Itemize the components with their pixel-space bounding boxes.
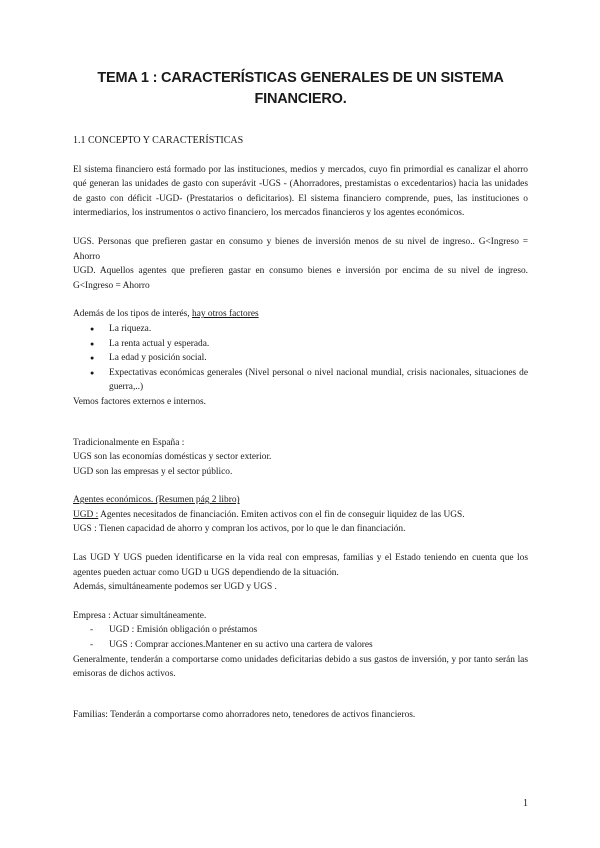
factors-lead [73, 307, 528, 322]
definition-ugs: UGS. Personas que prefieren gastar en consumo y bienes de inversión menos de su nivel de ingreso.. G<Ingreso = Ahorro [73, 236, 528, 262]
agents-heading: Agentes económicos. (Resumen pág 2 libro) [73, 495, 240, 506]
title-line-2: FINANCIERO. [254, 91, 347, 107]
agents-ugs: UGS : Tienen capacidad de ahorro y compran los activos, por lo que le dan financiación. [73, 524, 406, 535]
factors-lead-underlined: hay otros factores [192, 309, 259, 320]
spain-lead: Tradicionalmente en España : [73, 437, 185, 448]
identify-simultaneous: Además, simultáneamente podemos ser UGD y UGS . [73, 582, 277, 593]
list-item: - UGD : Emisión obligación o préstamos [90, 623, 528, 638]
company-list [73, 623, 528, 652]
spain-ugs: UGS son las economías domésticas y sector exterior. [73, 452, 272, 463]
section-heading: 1.1 CONCEPTO Y CARACTERÍSTICAS [73, 135, 244, 146]
company-closing: Generalmente, tenderán a comportarse como unidades deficitarias debido a sus gastos de inversión, y por tanto serán las emisoras de dichos activos. [73, 654, 528, 680]
intro-paragraph: El sistema financiero está formado por las instituciones, medios y mercados, cuyo fin primordial es canalizar el ahorro qué generan las unidades de gasto con superávit -UGS - (Ahorradores, prestamistas o excedentarios) hacia las unidades de gasto con déficit -UGD- (Prestatarios o deficitarios). El sistema financiero comprende, pues, las instituciones o intermediarios, los instrumentos o activo financiero, los mercados financieros y los agentes económicos. [73, 164, 528, 219]
agents-ugd-label: UGD : [73, 509, 99, 520]
factors-list [73, 322, 528, 395]
agents-ugd [73, 508, 528, 523]
list-item: ● Expectativas económicas generales (Nivel personal o nivel nacional mundial, crisis nacionales, situaciones de guerra,..) [90, 366, 528, 395]
document-page [73, 68, 528, 722]
list-item: ● La riqueza. [90, 322, 528, 337]
list-item: - UGS : Comprar acciones.Mantener en su activo una cartera de valores [90, 638, 528, 653]
factors-closing: Vemos factores externos e internos. [73, 396, 207, 407]
list-item: ● La edad y posición social. [90, 351, 528, 366]
list-item: ● La renta actual y esperada. [90, 337, 528, 352]
identify-paragraph: Las UGD Y UGS pueden identificarse en la vida real con empresas, familias y el Estado teniendo en cuenta que los agentes pueden actuar como UGD u UGS dependiendo de la situación. [73, 553, 528, 578]
page-number: 1 [523, 798, 528, 809]
spain-ugd: UGD son las empresas y el sector público. [73, 466, 233, 477]
company-lead: Empresa : Actuar simultáneamente. [73, 610, 207, 621]
families-paragraph: Familias: Tenderán a comportarse como ahorradores neto, tenedores de activos financieros. [73, 709, 416, 720]
document-title [73, 68, 528, 110]
definition-ugd: UGD. Aquellos agentes que prefieren gastar en consumo bienes e inversión por encima de su nivel de ingreso. G<Ingreso = Ahorro [73, 266, 528, 291]
title-line-1: TEMA 1 : CARACTERÍSTICAS GENERALES DE UN SISTEMA [97, 70, 504, 86]
agents-ugd-text: Agentes necesitados de financiación. Emiten activos con el fin de conseguir liquidez de las UGS. [98, 509, 465, 520]
factors-lead-text: Además de los tipos de interés, [73, 309, 192, 320]
